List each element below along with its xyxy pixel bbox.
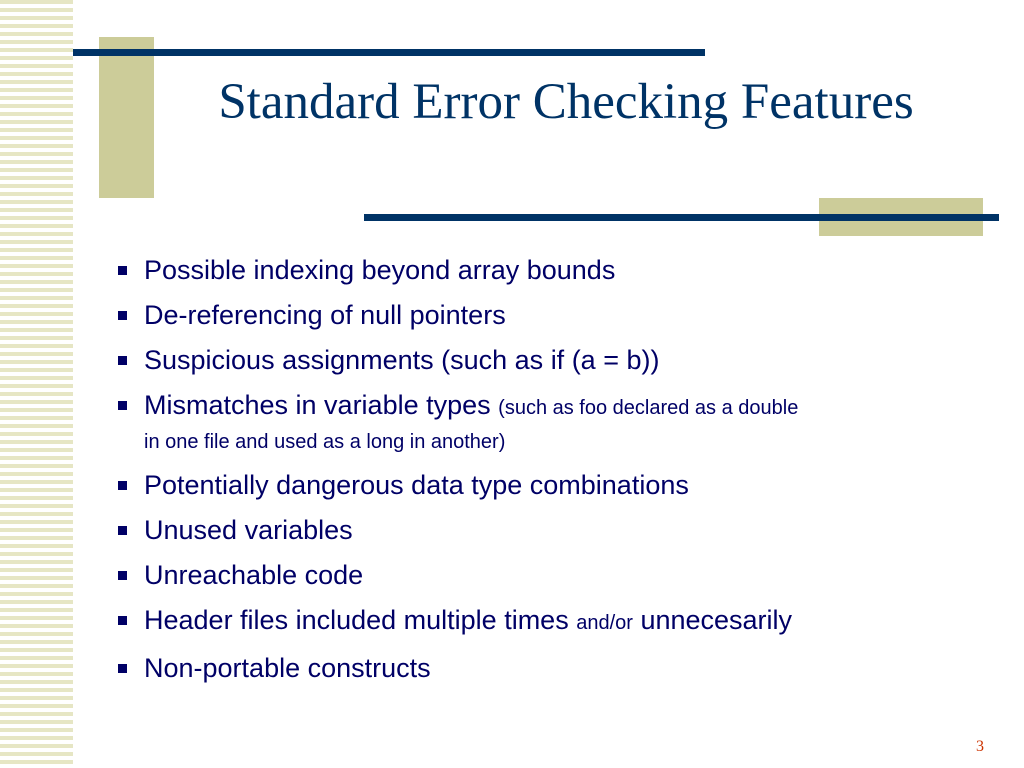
square-bullet-icon	[118, 481, 127, 490]
bullet-item	[116, 557, 996, 593]
bullet-text: Unreachable code	[144, 560, 364, 590]
square-bullet-icon	[118, 311, 127, 320]
striped-margin	[0, 0, 73, 768]
bullet-text: Possible indexing beyond array bounds	[144, 255, 616, 285]
bullet-text: Unused variables	[144, 515, 353, 545]
bullet-text: De-referencing of null pointers	[144, 300, 506, 330]
square-bullet-icon	[118, 616, 127, 625]
bullet-item	[116, 512, 996, 548]
bullet-list	[116, 252, 996, 695]
bullet-conjunction: and/or	[576, 612, 633, 634]
title-accent-bar-bottom	[364, 214, 999, 221]
page-number: 3	[976, 738, 984, 755]
bullet-text: Potentially dangerous data type combinations	[144, 470, 689, 500]
bullet-text: Non-portable constructs	[144, 653, 431, 683]
title-accent-bar-top	[73, 49, 705, 56]
square-bullet-icon	[118, 526, 127, 535]
bullet-item	[116, 342, 996, 378]
square-bullet-icon	[118, 401, 127, 410]
bullet-text: Header files included multiple times	[144, 605, 569, 635]
bullet-item	[116, 387, 996, 458]
bullet-item	[116, 297, 996, 333]
slide-title: Standard Error Checking Features	[218, 74, 914, 130]
title-accent-block-top	[99, 37, 154, 198]
square-bullet-icon	[118, 356, 127, 365]
bullet-item	[116, 650, 996, 686]
square-bullet-icon	[118, 664, 127, 673]
bullet-text-after: unnecesarily	[640, 605, 793, 635]
square-bullet-icon	[118, 571, 127, 580]
bullet-note: (such as foo declared as a double	[498, 397, 799, 419]
bullet-note-continuation: in one file and used as a long in another)	[144, 431, 506, 453]
bullet-item	[116, 602, 996, 641]
bullet-text: Suspicious assignments (such as if (a = b))	[144, 345, 660, 375]
bullet-item	[116, 467, 996, 503]
square-bullet-icon	[118, 266, 127, 275]
bullet-text: Mismatches in variable types	[144, 390, 491, 420]
bullet-item	[116, 252, 996, 288]
